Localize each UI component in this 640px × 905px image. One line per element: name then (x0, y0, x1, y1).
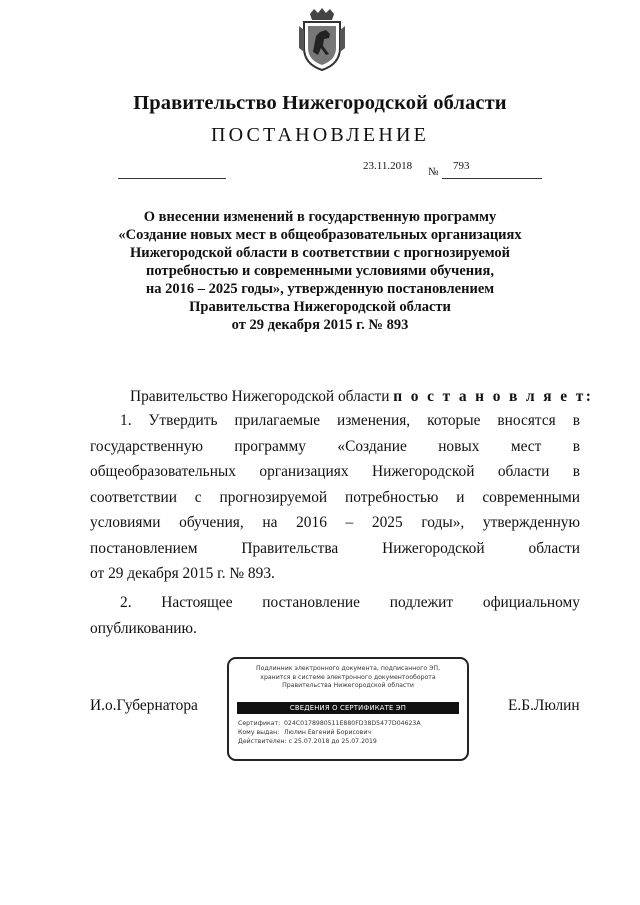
issued-label: Кому выдан: (238, 729, 280, 736)
blank-line (118, 178, 226, 179)
document-number: 793 (453, 160, 470, 172)
cert-value: 024C0178980511E880FD38D5477D04623A (284, 720, 421, 727)
stamp-line: Подлинник электронного документа, подписанного ЭП, (255, 665, 441, 672)
paragraph-1-last-line: от 29 декабря 2015 г. № 893. (90, 565, 275, 582)
title-line: О внесении изменений в государственную программу (143, 209, 497, 225)
title-line: от 29 декабря 2015 г. № 893 (231, 317, 409, 333)
title-line: Правительства Нижегородской области (189, 299, 451, 315)
intro-prefix: Правительство Нижегородской области (130, 388, 390, 405)
document-title (80, 208, 560, 334)
stamp-line: хранится в системе электронного документооборота (260, 673, 436, 681)
intro-paragraph (130, 388, 594, 406)
issued-value: Люлин Евгений Борисович (284, 729, 372, 736)
e-signature-stamp (227, 657, 469, 761)
number-sign: № (428, 166, 439, 178)
stamp-header (229, 665, 467, 691)
signatory-name: Е.Б.Люлин (508, 697, 580, 714)
stamp-certificate-bar: СВЕДЕНИЯ О СЕРТИФИКАТЕ ЭП (237, 702, 459, 714)
paragraph-1-text: 1. Утвердить прилагаемые изменения, которые вносятся в государственную программу «Создание новых мест в общеобразовательных организациях Нижегородской области в соответствии с прогнозируемой потребностью и современными условиями обучения, на 2016 – 2025 годы», утвержденную постановлением Правительства Нижегородской области (90, 412, 580, 557)
number-underline (442, 178, 542, 179)
intro-verb: п о с т а н о в л я е т: (393, 388, 594, 405)
stamp-details (238, 719, 421, 746)
paragraph-2-text: 2. Настоящее постановление подлежит официальному (120, 594, 580, 611)
document-date: 23.11.2018 (363, 160, 413, 172)
paragraph-1 (90, 408, 580, 587)
stamp-line: Правительства Нижегородской области (282, 682, 414, 689)
signatory-position: И.о.Губернатора (90, 697, 198, 714)
stamp-cert-row (238, 719, 421, 728)
title-line: потребностью и современными условиями обучения, (146, 263, 494, 279)
coat-of-arms-icon (296, 8, 348, 72)
document-type: ПОСТАНОВЛЕНИЕ (210, 124, 430, 146)
title-line: на 2016 – 2025 годы», утвержденную постановлением (145, 281, 495, 297)
government-name: Правительство Нижегородской области (133, 92, 507, 114)
date-number-line (0, 160, 640, 184)
paragraph-2-last-line: опубликованию. (90, 619, 197, 637)
stamp-valid-row: Действителен: с 25.07.2018 до 25.07.2019 (238, 738, 377, 745)
paragraph-2 (90, 590, 580, 641)
title-line: «Создание новых мест в общеобразовательных организациях (118, 227, 522, 243)
title-line: Нижегородской области в соответствии с прогнозируемой (129, 245, 511, 261)
cert-label: Сертификат: (238, 720, 281, 727)
stamp-issued-row (238, 728, 421, 737)
